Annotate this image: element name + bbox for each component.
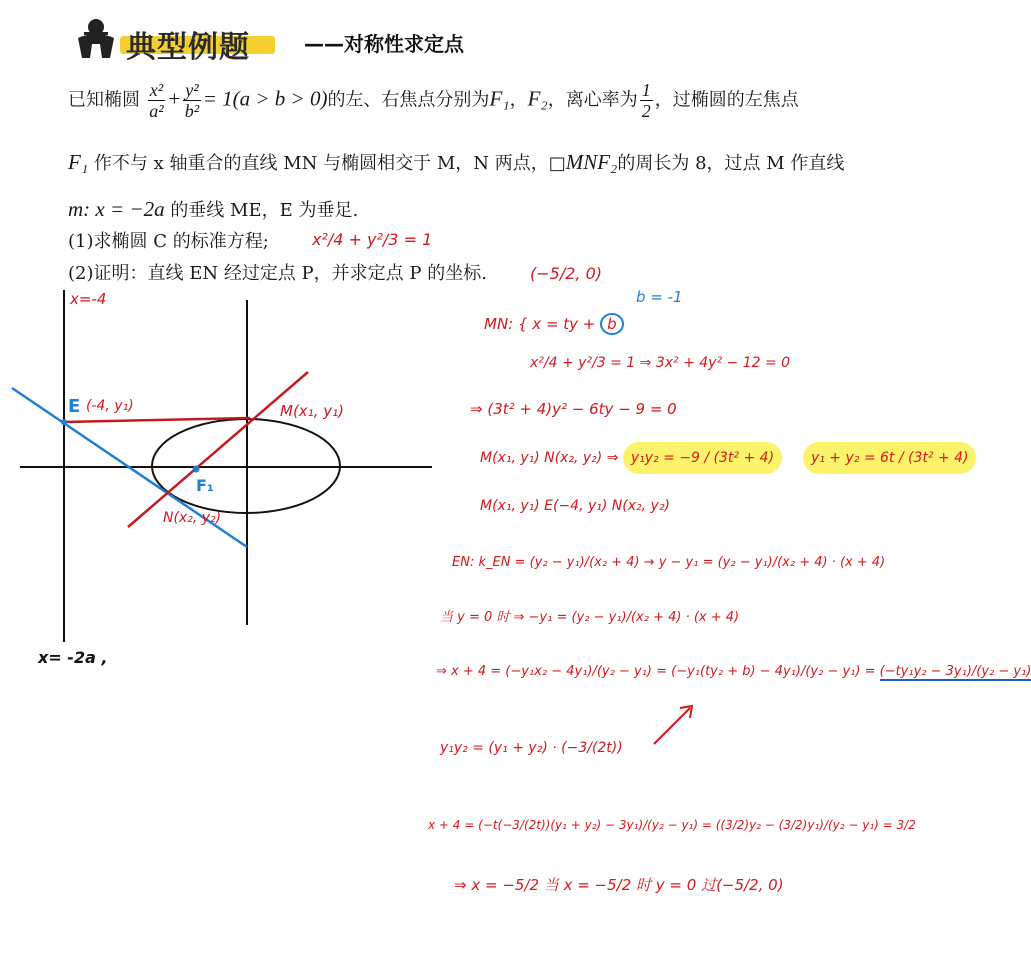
solution-step-1: MN: { x = ty + b	[484, 313, 624, 335]
arrow-icon	[650, 700, 700, 750]
vieta-product: y₁y₂ = −9 / (3t² + 4)	[623, 442, 782, 474]
key-expression: (−ty₁y₂ − 3y₁)/(y₂ − y₁)	[879, 664, 1031, 679]
circled-b: b	[600, 313, 624, 335]
label-E-coord: (-4, y₁)	[86, 398, 134, 414]
page-title: 典型例题	[126, 30, 250, 65]
label-E: E	[68, 396, 81, 417]
solution-step-2: x²/4 + y²/3 = 1 ⇒ 3x² + 4y² − 12 = 0	[530, 355, 791, 371]
line-MN	[128, 372, 308, 527]
problem-line-2: F₁ 作不与 x 轴重合的直线 MN 与椭圆相交于 M，N 两点，□MNF₂的周长为 8，过点 M 作直线	[68, 150, 845, 174]
coordinate-figure	[0, 280, 440, 680]
solution-step-3: ⇒ (3t² + 4)y² − 6ty − 9 = 0	[470, 400, 677, 418]
label-N: N(x₂, y₂)	[163, 510, 222, 526]
question-2: (2)证明：直线 EN 经过定点 P，并求定点 P 的坐标.	[68, 263, 487, 284]
solution-step-7: 当 y = 0 时 ⇒ −y₁ = (y₂ − y₁)/(x₂ + 4) · (x + 4)	[440, 610, 740, 625]
solution-step-11: ⇒ x = −5/2 当 x = −5/2 时 y = 0 过(−5/2, 0)	[454, 876, 784, 894]
point-F1	[193, 466, 200, 473]
point-E	[61, 419, 67, 425]
label-x-eq-minus4: x=-4	[70, 290, 107, 308]
problem-line-1: 已知椭圆 $\frac{\text{x²}}{\text{a²}}$ + $\frac{\text{y²}}{\text{b²}}$ = 1(a > b > 0)的左、右焦点分别为F₁，F₂，离心率为 $\frac{1}{2}$ ，过椭圆的左焦点	[68, 80, 799, 121]
label-x-eq-minus2a: x= -2a ,	[38, 648, 108, 667]
vieta-sum: y₁ + y₂ = 6t / (3t² + 4)	[803, 442, 977, 474]
person-logo-icon	[70, 18, 120, 60]
header-logo	[70, 18, 120, 60]
solution-step-10: x + 4 = (−t(−3/(2t))(y₁ + y₂) − 3y₁)/(y₂ − y₁) = ((3/2)y₂ − (3/2)y₁)/(y₂ − y₁) = 3/2	[428, 818, 916, 832]
page-subtitle: ——对称性求定点	[304, 32, 464, 56]
label-F1: F₁	[196, 476, 214, 495]
question-1: (1)求椭圆 C 的标准方程;	[68, 231, 269, 252]
answer-2: (−5/2, 0)	[530, 264, 602, 283]
solution-step-4: M(x₁, y₁) N(x₂, y₂) ⇒ y₁y₂ = −9 / (3t² + 4) y₁ + y₂ = 6t / (3t² + 4)	[480, 450, 976, 466]
solution-note-b: b = -1	[636, 288, 683, 306]
solution-step-9: y₁y₂ = (y₁ + y₂) · (−3/(2t))	[440, 740, 623, 756]
problem-line-3: m: x = −2a 的垂线 ME，E 为垂足.	[68, 197, 359, 221]
solution-step-8: ⇒ x + 4 = (−y₁x₂ − 4y₁)/(y₂ − y₁) = (−y₁(ty₂ + b) − 4y₁)/(y₂ − y₁) = (−ty₁y₂ − 3y₁)/(y₂ − y₁)	[436, 664, 1031, 679]
answer-1: x²/4 + y²/3 = 1	[312, 230, 433, 249]
label-M: M(x₁, y₁)	[280, 402, 344, 420]
solution-step-5: M(x₁, y₁) E(−4, y₁) N(x₂, y₂)	[480, 498, 670, 514]
solution-step-6: EN: k_EN = (y₂ − y₁)/(x₂ + 4) → y − y₁ = (y₂ − y₁)/(x₂ + 4) · (x + 4)	[452, 555, 886, 570]
